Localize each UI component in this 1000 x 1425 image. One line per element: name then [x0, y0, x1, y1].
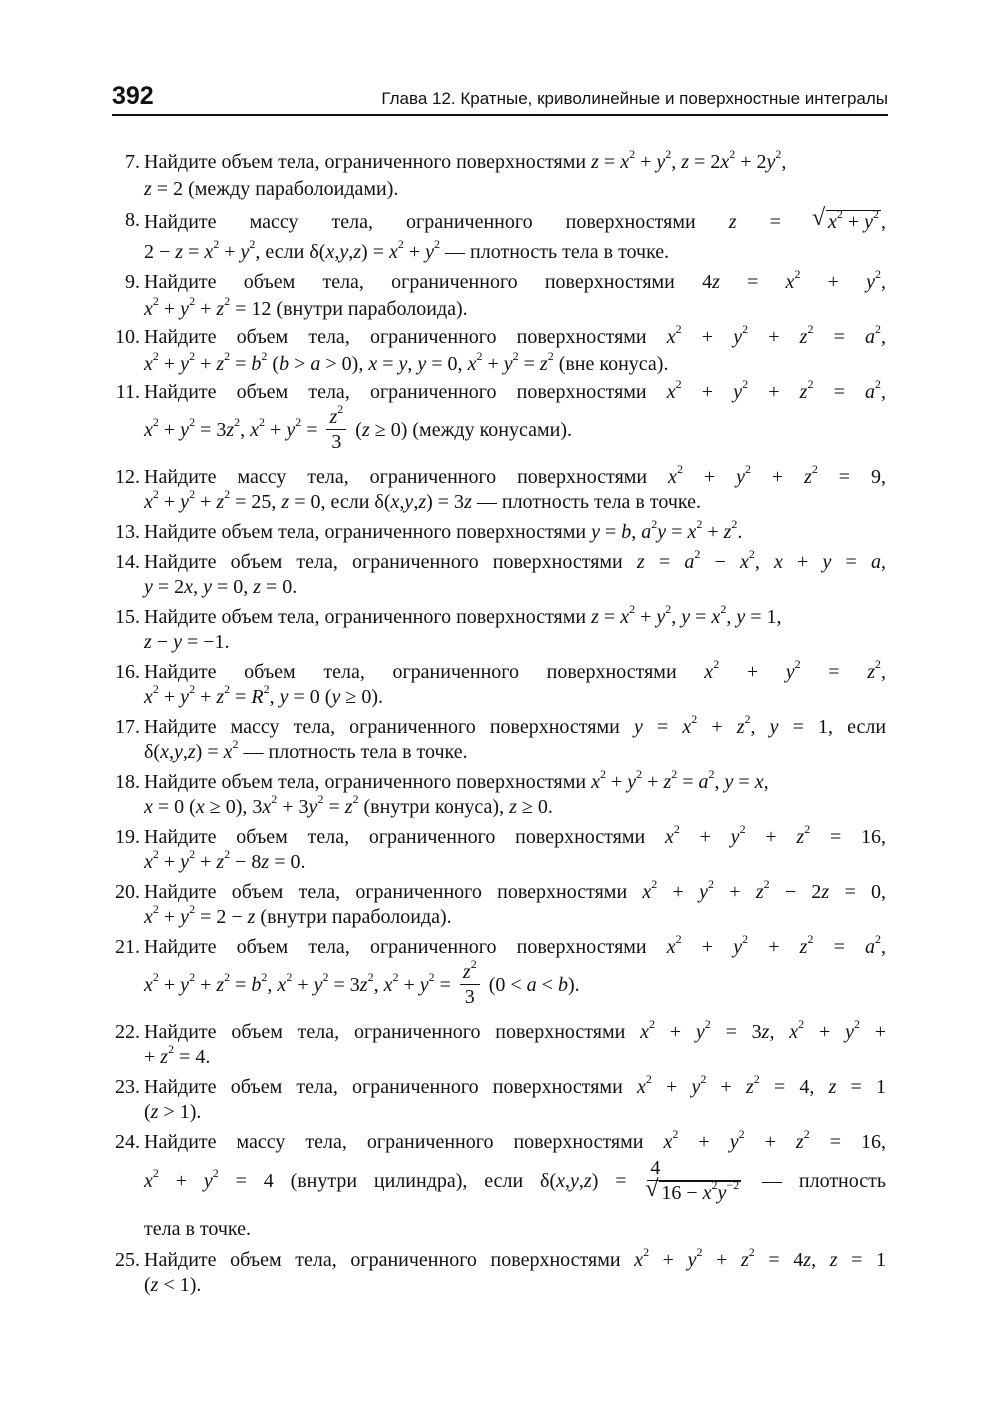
problem-number: 17. [115, 716, 140, 738]
problem-line: Найдите объем тела, ограниченного поверхностями y = b, $a^2y = x^2 + z^2$. [144, 517, 743, 543]
problem-number: 10. [115, 326, 140, 348]
problem-number: 25. [115, 1249, 140, 1271]
problem-line: Найдите объем тела, ограниченного поверхностями $x^2 + y^2 + z^2 = a^2$, y = x, [144, 767, 769, 793]
problem-line: x = 0 (x ≥ 0), $3x^2 + 3y^2 = z^2$ (внутри конуса), z ≥ 0. [144, 792, 553, 818]
problem-number: 15. [115, 606, 140, 628]
problem-number: 20. [115, 881, 140, 903]
problem-line: (z > 1). [144, 1101, 202, 1123]
problem-line: z = 2 (между параболоидами). [144, 178, 399, 200]
problem-number: 23. [115, 1076, 140, 1098]
problem-line: $x^2 + y^2 = 3z^2$, $x^2 + y^2$ = $\frac{z^2}{3}$ (z ≥ 0) (между конусами). [144, 402, 572, 453]
problem-line: $x^2 + y^2 = 4$ (внутри цилиндра), если δ(x,y,z) = 4 √ $16 - x^2y^{-2}$ — плотность [144, 1155, 886, 1207]
problem-line: Найдите объем тела, ограниченного поверхностями $x^2 + y^2 + z^2 = 4z$, z = 1 [144, 1245, 887, 1271]
problem-line: $2 - z = x^2 + y^2$, если $\delta(x,y,z) = x^2 + y^2$ — плотность тела в точке. [144, 237, 670, 263]
problem-line: $\delta(x,y,z) = x^2$ — плотность тела в точке. [144, 737, 468, 763]
problem-line: тела в точке. [144, 1218, 252, 1240]
problem-number: 18. [115, 771, 140, 793]
problem-number: 11. [115, 381, 140, 403]
problem-line: Найдите объем тела, ограниченного поверхностями $4z = x^2 + y^2$, [144, 267, 886, 293]
problem-line: $x^2 + y^2 + z^2 = b^2$ (b > a > 0), x = y, y = 0, $x^2 + y^2 = z^2$ (вне конуса). [144, 349, 669, 375]
problem-line: $x^2 + y^2 + z^2 = 25$, z = 0, если δ(x,y,z) = 3z — плотность тела в точке. [144, 487, 701, 513]
page-number: 392 [112, 82, 154, 110]
problem-number: 14. [115, 551, 140, 573]
problem-number: 13. [115, 521, 140, 543]
problem-line: Найдите объем тела, ограниченного поверхностями $z = a^2 - x^2$, x + y = a, [144, 547, 886, 573]
problem-line: Найдите объем тела, ограниченного поверхностями $x^2 + y^2 = z^2$, [144, 657, 886, 683]
problem-line: (z < 1). [144, 1274, 202, 1296]
problem-line: Найдите объем тела, ограниченного поверхностями $x^2 + y^2 + z^2 = a^2$, [144, 932, 886, 958]
problem-line: Найдите объем тела, ограниченного поверхностями $x^2 + y^2 + z^2 = a^2$, [144, 322, 886, 348]
problem-line: Найдите объем тела, ограниченного поверхностями $x^2 + y^2 + z^2 = 16$, [144, 822, 887, 848]
problem-line: $x^2 + y^2 = 2 - z$ (внутри параболоида). [144, 902, 452, 928]
problem-number: 22. [115, 1021, 140, 1043]
problem-line: + $z^2 = 4$. [144, 1042, 211, 1068]
problem-number: 19. [115, 826, 140, 848]
problem-number: 8. [125, 209, 140, 231]
problem-line: Найдите массу тела, ограниченного поверхностями $x^2 + y^2 + z^2 = 9$, [144, 462, 886, 488]
problem-number: 9. [125, 271, 140, 293]
problem-line: y = 2x, y = 0, z = 0. [144, 576, 298, 598]
problem-line: $x^2 + y^2 + z^2 = R^2$, y = 0 (y ≥ 0). [144, 682, 384, 708]
problem-line: $x^2 + y^2 + z^2 = 12$ (внутри параболоида). [144, 294, 468, 320]
problem-line: z − y = −1. [144, 631, 230, 653]
problem-line: Найдите массу тела, ограниченного поверхностями $x^2 + y^2 + z^2 = 16$, [144, 1127, 887, 1153]
chapter-title: Глава 12. Кратные, криволинейные и поверхностные интегралы [381, 89, 888, 108]
problem-number: 21. [115, 936, 140, 958]
problem-line: Найдите объем тела, ограниченного поверхностями $x^2 + y^2 + z^2 = 4$, z = 1 [144, 1072, 887, 1098]
problem-line: Найдите объем тела, ограниченного поверхностями $x^2 + y^2 + z^2 = a^2$, [144, 377, 886, 403]
problem-line: Найдите массу тела, ограниченного поверхностями z = √ $x^2 + y^2$ , [144, 210, 886, 235]
problem-line: $x^2 + y^2 + z^2 = b^2$, $x^2 + y^2 = 3z^2$, $x^2 + y^2$ = $\frac{z^2}{3}$ (0 < a < b). [144, 957, 580, 1008]
problem-number: 16. [115, 661, 140, 683]
problem-number: 7. [125, 151, 140, 173]
page-header [112, 80, 888, 116]
problem-line: $x^2 + y^2 + z^2 - 8z = 0$. [144, 847, 306, 873]
problem-line: Найдите объем тела, ограниченного поверхностями $x^2 + y^2 + z^2 - 2z = 0$, [144, 877, 887, 903]
problem-line: Найдите объем тела, ограниченного поверхностями $z = x^2 + y^2$, $z = 2x^2 + 2y^2$, [144, 147, 787, 173]
problem-line: Найдите массу тела, ограниченного поверхностями $y = x^2 + z^2$, y = 1, если [144, 712, 887, 738]
problem-line: Найдите объем тела, ограниченного поверхностями $x^2 + y^2 = 3z$, $x^2 + y^2$ + [144, 1017, 887, 1043]
problem-number: 12. [115, 466, 140, 488]
problem-line: Найдите объем тела, ограниченного поверхностями $z = x^2 + y^2$, $y = x^2$, y = 1, [144, 602, 782, 628]
problem-number: 24. [115, 1131, 140, 1153]
